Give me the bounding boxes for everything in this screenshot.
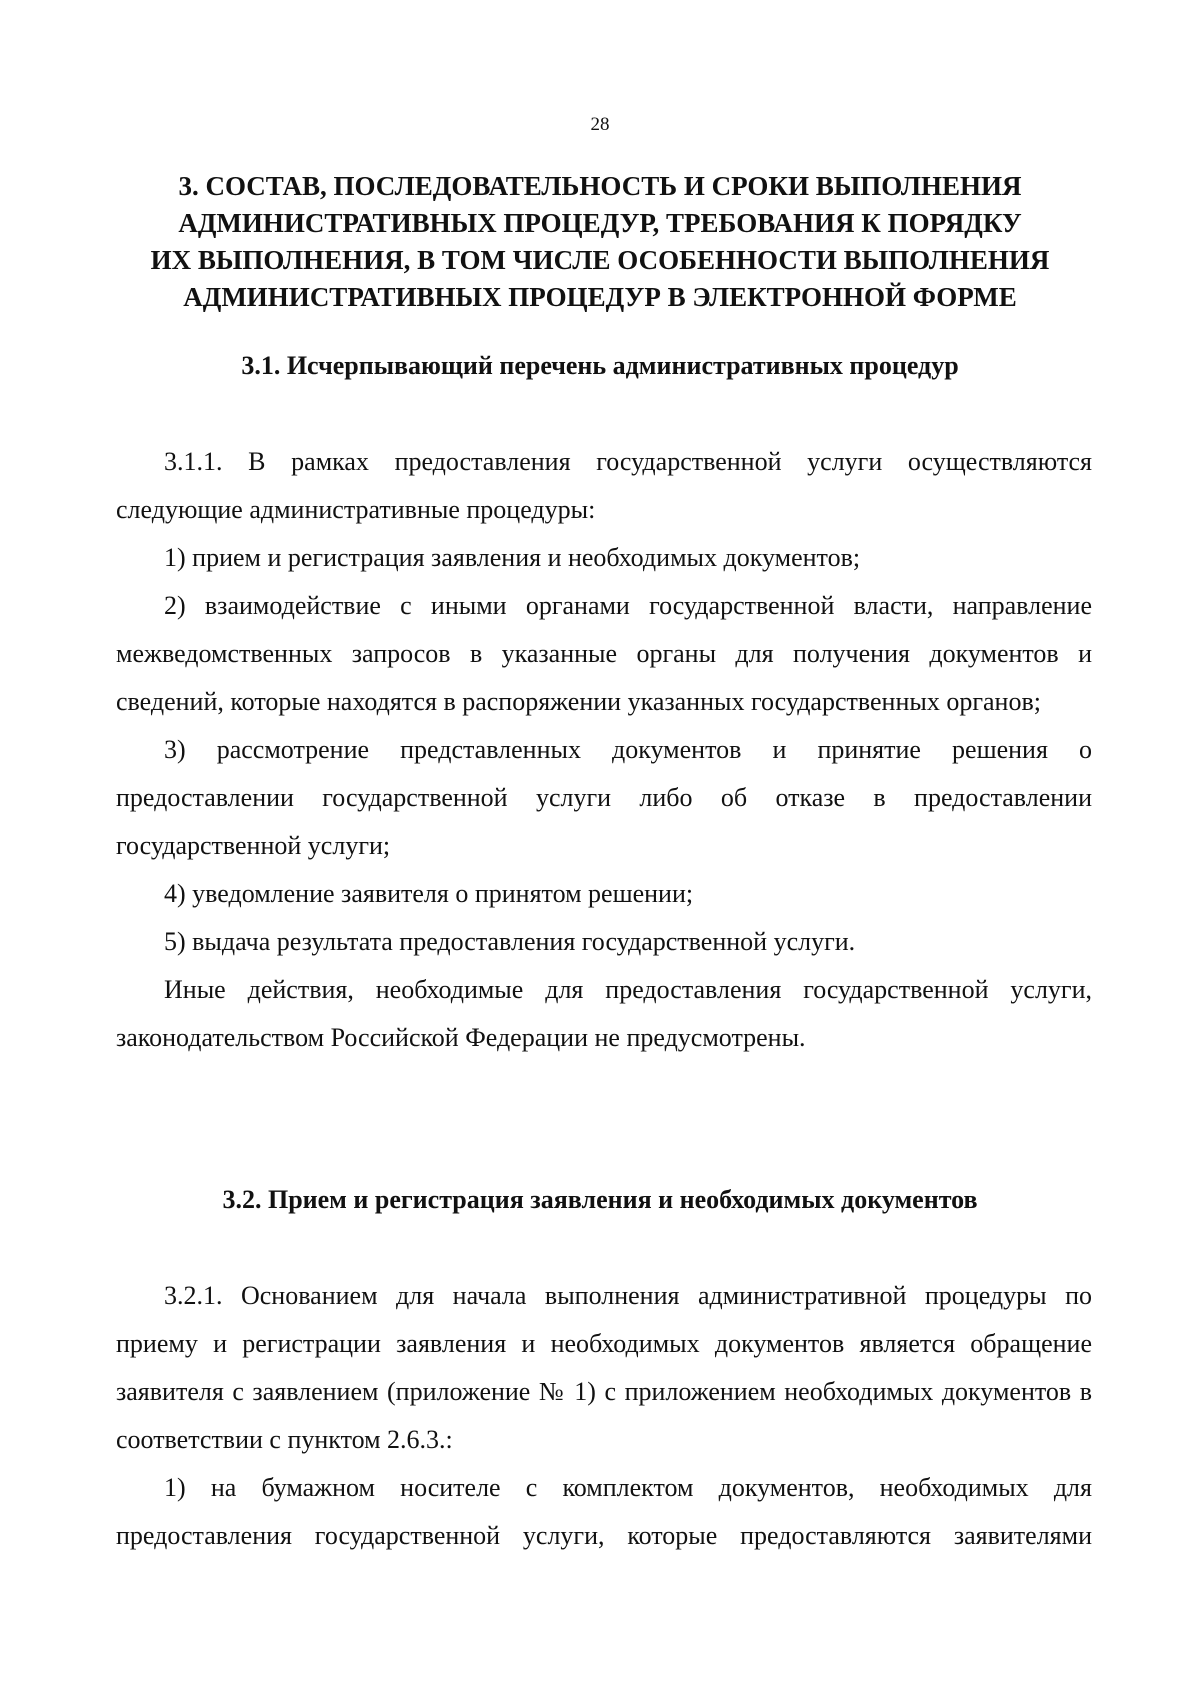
list-item-procedure-4: 4) уведомление заявителя о принятом решении;	[164, 879, 694, 908]
list-item-procedure-3: 3) рассмотрение представленных документов и принятие решения о предоставлении государственной услуги либо об отказе в предоставлении государственной услуги;	[116, 735, 1092, 860]
section-3-2-body	[116, 1272, 1092, 1560]
section-3-1-heading: 3.1. Исчерпывающий перечень административных процедур	[241, 351, 959, 380]
paragraph-other-actions: Иные действия, необходимые для предоставления государственной услуги, законодательством Российской Федерации не предусмотрены.	[116, 975, 1092, 1052]
list-item-procedure-1: 1) прием и регистрация заявления и необходимых документов;	[164, 543, 861, 572]
list-item-procedure-5: 5) выдача результата предоставления государственной услуги.	[164, 927, 856, 956]
chapter-heading	[120, 168, 1080, 316]
paragraph-3-1-1: 3.1.1. В рамках предоставления государственной услуги осуществляются следующие административные процедуры:	[116, 447, 1092, 524]
section-3-2-heading: 3.2. Прием и регистрация заявления и необходимых документов	[222, 1185, 978, 1214]
chapter-heading-line: АДМИНИСТРАТИВНЫХ ПРОЦЕДУР В ЭЛЕКТРОННОЙ ФОРМЕ	[183, 282, 1017, 312]
list-item-submission-1: 1) на бумажном носителе с комплектом документов, необходимых для предоставления государственной услуги, которые предоставляются заявителями	[116, 1473, 1092, 1550]
paragraph-3-2-1: 3.2.1. Основанием для начала выполнения административной процедуры по приему и регистрации заявления и необходимых документов является обращение заявителя с заявлением (приложение № 1) с приложением необходимых документов в соответствии с пунктом 2.6.3.:	[116, 1281, 1092, 1454]
chapter-heading-line: АДМИНИСТРАТИВНЫХ ПРОЦЕДУР, ТРЕБОВАНИЯ К ПОРЯДКУ	[178, 208, 1022, 238]
list-item-procedure-2: 2) взаимодействие с иными органами государственной власти, направление межведомственных запросов в указанные органы для получения документов и сведений, которые находятся в распоряжении указанных государственных органов;	[116, 591, 1092, 716]
page-number: 28	[590, 114, 610, 135]
section-3-1-body	[116, 438, 1092, 1062]
chapter-heading-line: 3. СОСТАВ, ПОСЛЕДОВАТЕЛЬНОСТЬ И СРОКИ ВЫПОЛНЕНИЯ	[178, 171, 1022, 201]
chapter-heading-line: ИХ ВЫПОЛНЕНИЯ, В ТОМ ЧИСЛЕ ОСОБЕННОСТИ ВЫПОЛНЕНИЯ	[150, 245, 1050, 275]
